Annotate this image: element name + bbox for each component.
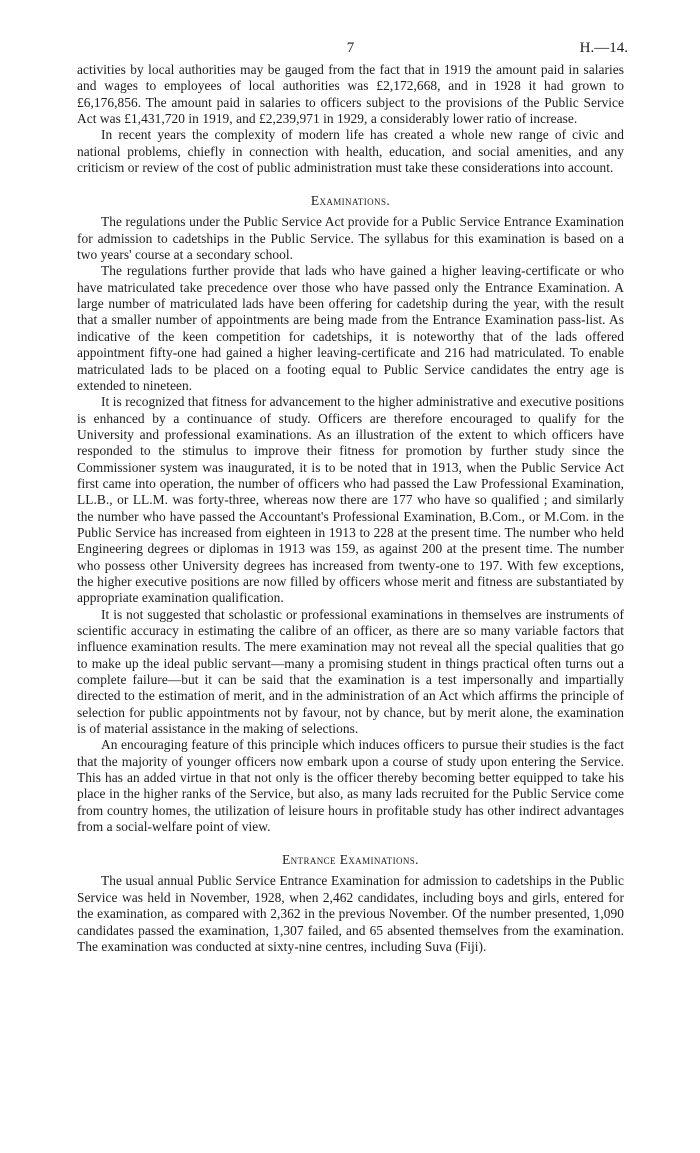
section-entrance-examinations [77, 852, 624, 955]
paragraph: The regulations further provide that lads who have gained a higher leaving-certificate or who have matriculated take precedence over those who have passed only the Entrance Examination. A large number of matriculated lads have been offering for cadetship during the year, with the result that a smaller number of appointments are being made from the Entrance Examination pass-list. As indicative of the keen competition for cadetships, it is noteworthy that of the lads offered appointment fifty-one had gained a higher leaving-certificate and 216 had matriculated. To enable matriculated lads to be placed on a footing equal to Public Service candidates the entry age is extended to nineteen. [77, 263, 624, 393]
paragraph: The regulations under the Public Service Act provide for a Public Service Entrance Examination for admission to cadetships in the Public Service. The syllabus for this examination is based on a two years' course at a secondary school. [77, 214, 624, 263]
paragraph: The usual annual Public Service Entrance Examination for admission to cadetships in the Public Service was held in November, 1928, when 2,462 candidates, including boys and girls, entered for the examination, as compared with 2,362 in the previous November. Of the number presented, 1,090 candidates passed the examination, 1,307 failed, and 65 absented themselves from the examination. The examination was conducted at sixty-nine centres, including Suva (Fiji). [77, 873, 624, 954]
paragraph: In recent years the complexity of modern life has created a whole new range of civic and national problems, chiefly in connection with health, education, and social amenities, and any criticism or review of the cost of public administration must take these considerations into account. [77, 127, 624, 176]
document-reference: H.—14. [579, 40, 628, 56]
page-number: 7 [346, 40, 355, 56]
section-heading: Examinations. [310, 193, 391, 209]
page-header [77, 40, 628, 62]
paragraph: An encouraging feature of this principle which induces officers to pursue their studies is the fact that the majority of younger officers now embark upon a course of study upon entering the Service. This has an added virtue in that not only is the officer thereby becoming better equipped to take his place in the higher ranks of the Service, but also, as many lads recruited for the Public Service come from country homes, the utilization of leisure hours in profitable study has other indirect advantages from a social-welfare point of view. [77, 737, 624, 835]
paragraph: activities by local authorities may be gauged from the fact that in 1919 the amount paid in salaries and wages to employees of local authorities was £2,172,668, and in 1928 it had grown to £6,176,856. The amount paid in salaries to officers subject to the provisions of the Public Service Act was £1,431,720 in 1919, and £2,239,971 in 1929, a considerably lower ratio of increase. [77, 62, 624, 127]
document-page [77, 40, 628, 955]
paragraph: It is recognized that fitness for advancement to the higher administrative and executive positions is enhanced by a continuance of study. Officers are therefore encouraged to qualify for the University and professional examinations. As an illustration of the extent to which officers have responded to the stimulus to improve their fitness for promotion by further study since the Commissioner system was inaugurated, it is to be noted that in 1913, when the Public Service Act first came into operation, the number of officers who had passed the Law Professional Examination, LL.B., or LL.M. was forty-three, whereas now there are 177 who have so qualified ; and similarly the number who have passed the Accountant's Professional Examination, B.Com., or M.Com. in the Public Service has increased from eighteen in 1913 to 228 at the present time. The number who held Engineering degrees or diplomas in 1913 was 159, as against 200 at the present time. The number who possess other University degrees has increased from twenty-one to 197. With few exceptions, the higher executive positions are now filled by officers whose merit and fitness are substantiated by appropriate examination qualification. [77, 394, 624, 606]
section-continuation [77, 62, 624, 176]
paragraph: It is not suggested that scholastic or professional examinations in themselves are instruments of scientific accuracy in estimating the calibre of an officer, as there are so many variable factors that influence examination results. The mere examination may not reveal all the special qualities that go to make up the ideal public servant—many a promising student in things practical often turns out a complete failure—but it can be said that the examination is a test impersonally and impartially directed to the estimation of merit, and in the administration of an Act which affirms the principle of selection for public appointments not by favour, not by chance, but by merit alone, the examination is of material assistance in the making of selections. [77, 606, 624, 737]
section-examinations [77, 193, 624, 835]
section-heading: Entrance Examinations. [282, 852, 419, 868]
